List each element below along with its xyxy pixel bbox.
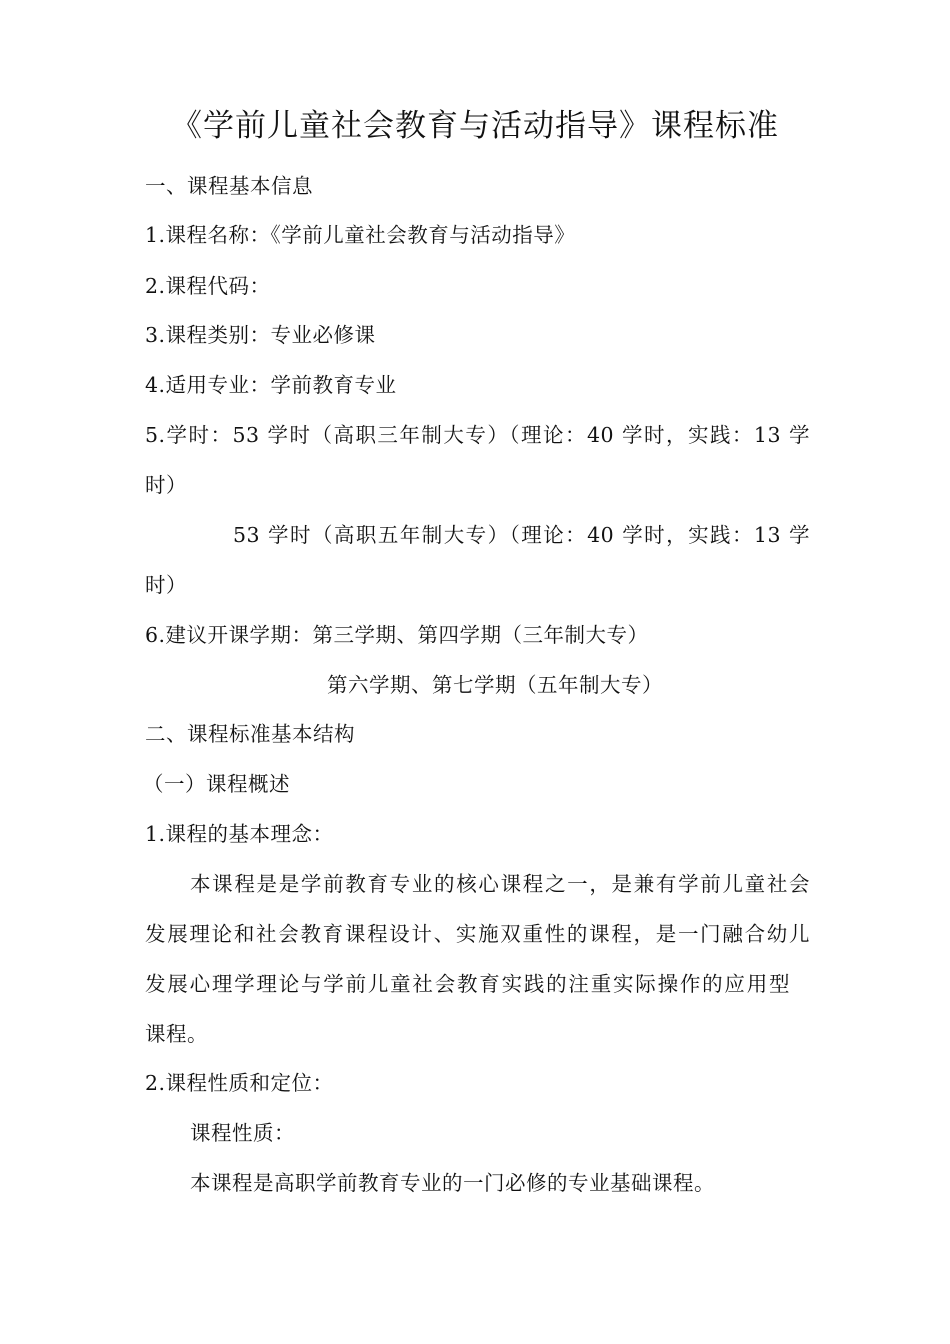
semester-three-year-line: 6.建议开课学期：第三学期、第四学期（三年制大专）: [145, 623, 649, 647]
hours-three-year-line: 5.学时：53 学时（高职三年制大专）（理论：40 学时，实践：13 学: [145, 423, 810, 447]
semester-five-year-line: 第六学期、第七学期（五年制大专）: [327, 673, 663, 697]
hours-five-year-line: 53 学时（高职五年制大专）（理论：40 学时，实践：13 学: [233, 523, 810, 547]
section-heading-structure: 二、课程标准基本结构: [145, 722, 355, 746]
course-name-line: 1.课程名称：《学前儿童社会教育与活动指导》: [145, 223, 576, 247]
subsection-heading-overview: （一）课程概述: [143, 772, 290, 796]
basic-concept-heading: 1.课程的基本理念：: [145, 822, 334, 846]
course-code-line: 2.课程代码：: [145, 274, 271, 298]
hours-five-year-continuation: 时）: [145, 573, 187, 597]
document-title: 《学前儿童社会教育与活动指导》课程标准: [171, 108, 779, 144]
section-heading-basic-info: 一、课程基本信息: [145, 174, 313, 198]
concept-paragraph-line-2: 发展理论和社会教育课程设计、实施双重性的课程，是一门融合幼儿: [145, 922, 810, 946]
concept-paragraph-line-1: 本课程是是学前教育专业的核心课程之一，是兼有学前儿童社会: [190, 872, 810, 896]
nature-positioning-heading: 2.课程性质和定位：: [145, 1071, 334, 1095]
course-nature-paragraph: 本课程是高职学前教育专业的一门必修的专业基础课程。: [190, 1171, 715, 1195]
hours-three-year-continuation: 时）: [145, 473, 187, 497]
concept-paragraph-line-4: 课程。: [145, 1022, 208, 1046]
applicable-major-line: 4.适用专业：学前教育专业: [145, 373, 397, 397]
course-category-line: 3.课程类别：专业必修课: [145, 323, 376, 347]
concept-paragraph-line-3: 发展心理学理论与学前儿童社会教育实践的注重实际操作的应用型: [145, 972, 790, 996]
course-nature-label: 课程性质：: [190, 1121, 295, 1145]
